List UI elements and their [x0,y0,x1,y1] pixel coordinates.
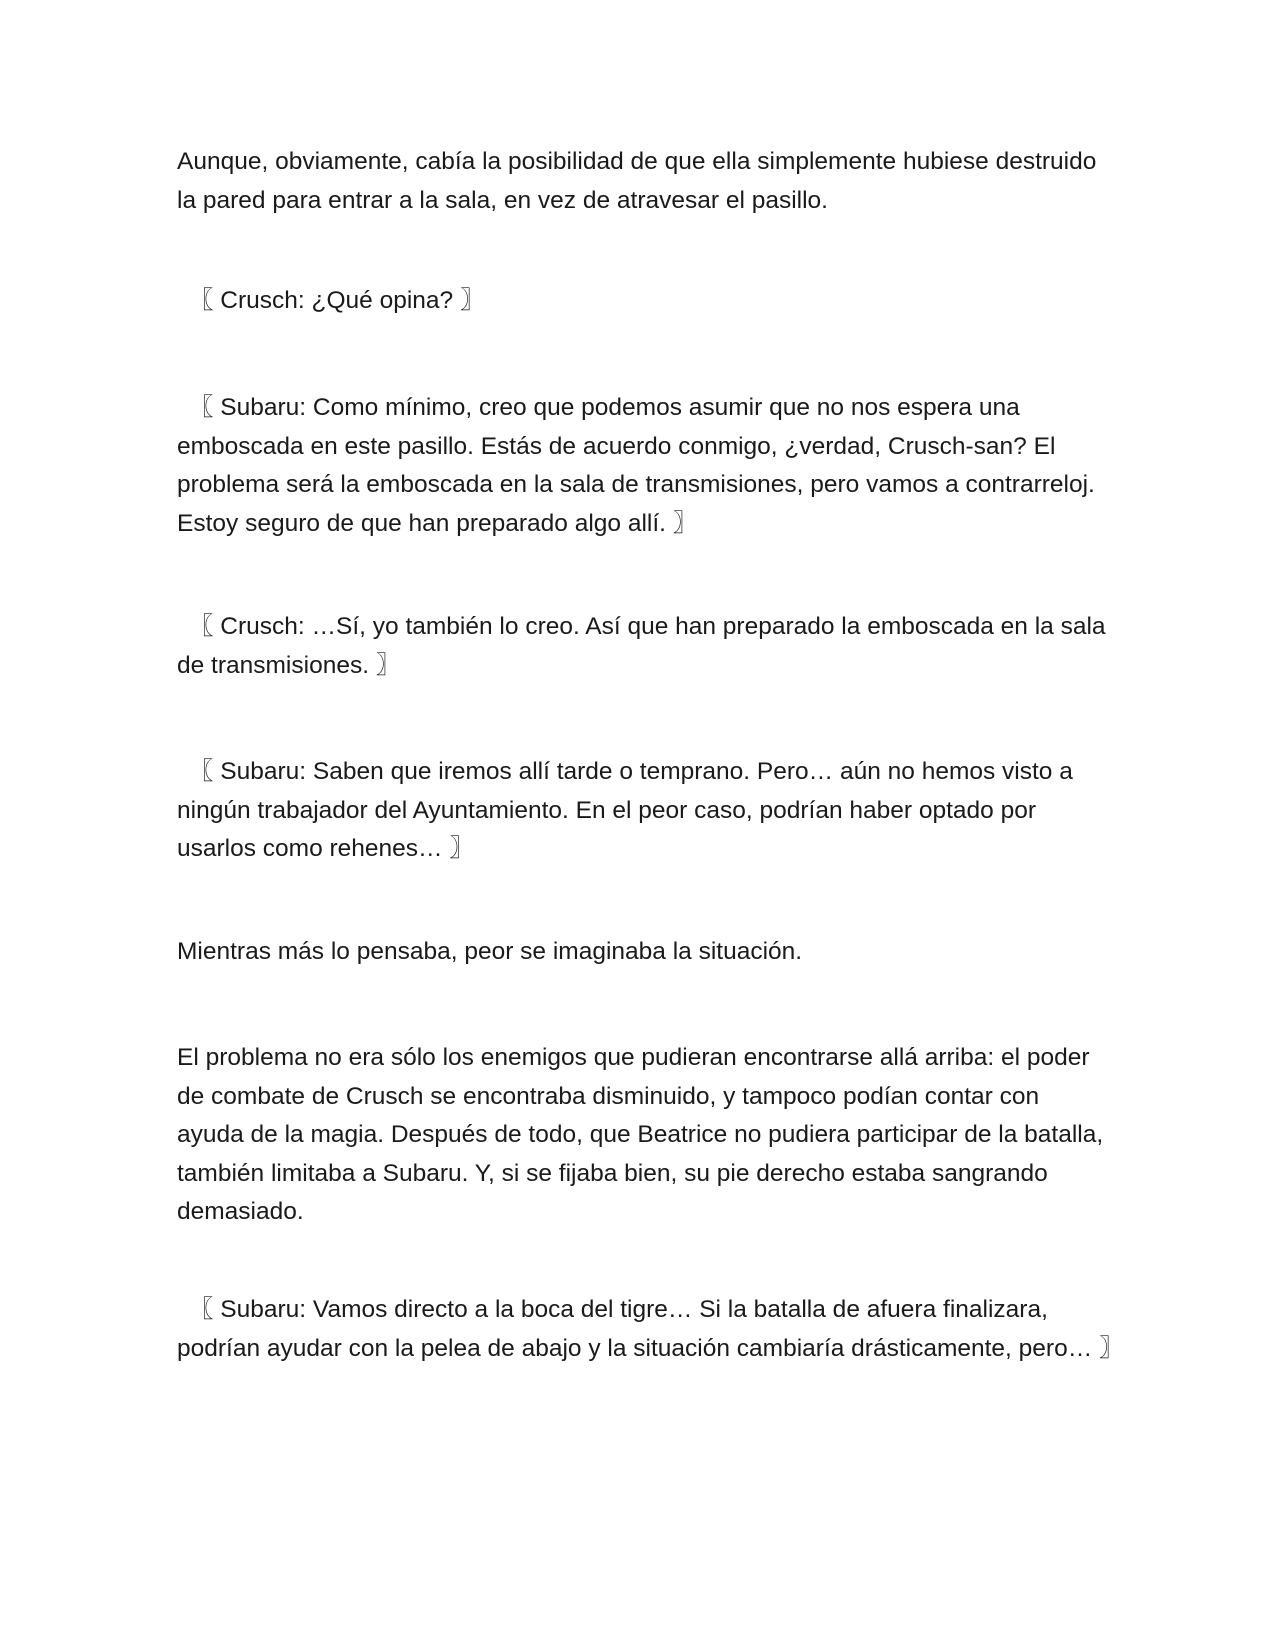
paragraph-narration-1: Aunque, obviamente, cabía la posibilidad de que ella simplemente hubiese destruido la pared para entrar a la sala, en vez de atravesar el pasillo. [177,148,1097,214]
paragraph-dialogue-subaru-2: 〖 Subaru: Saben que iremos allí tarde o temprano. Pero… aún no hemos visto a ningún trabajador del Ayuntamiento. En el peor caso, podrían haber optado por usarlos como rehenes… 〗 [177,758,1073,863]
paragraph-dialogue-subaru-1: 〖 Subaru: Como mínimo, creo que podemos asumir que no nos espera una emboscada en este pasillo. Estás de acuerdo conmigo, ¿verdad, Crusch-san? El problema será la emboscada en la sala de transmisiones, pero vamos a contrarreloj. Estoy seguro de que han preparado algo allí. 〗 [177,394,1095,537]
paragraph-dialogue-crusch-1: 〖 Crusch: ¿Qué opina? 〗 [189,287,485,314]
paragraph-narration-3: El problema no era sólo los enemigos que pudieran encontrarse allá arriba: el poder de combate de Crusch se encontraba disminuido, y tampoco podían contar con ayuda de la magia. Después de todo, que Beatrice no pudiera participar de la batalla, también limitaba a Subaru. Y, si se fijaba bien, su pie derecho estaba sangrando demasiado. [177,1044,1104,1226]
paragraph-dialogue-crusch-2: 〖 Crusch: …Sí, yo también lo creo. Así que han preparado la emboscada en la sala de transmisiones. 〗 [177,613,1106,679]
paragraph-narration-2: Mientras más lo pensaba, peor se imaginaba la situación. [177,938,803,965]
paragraph-dialogue-subaru-3: 〖 Subaru: Vamos directo a la boca del tigre… Si la batalla de afuera finalizara, podrían ayudar con la pelea de abajo y la situación cambiaría drásticamente, pero… 〗 [177,1296,1124,1362]
